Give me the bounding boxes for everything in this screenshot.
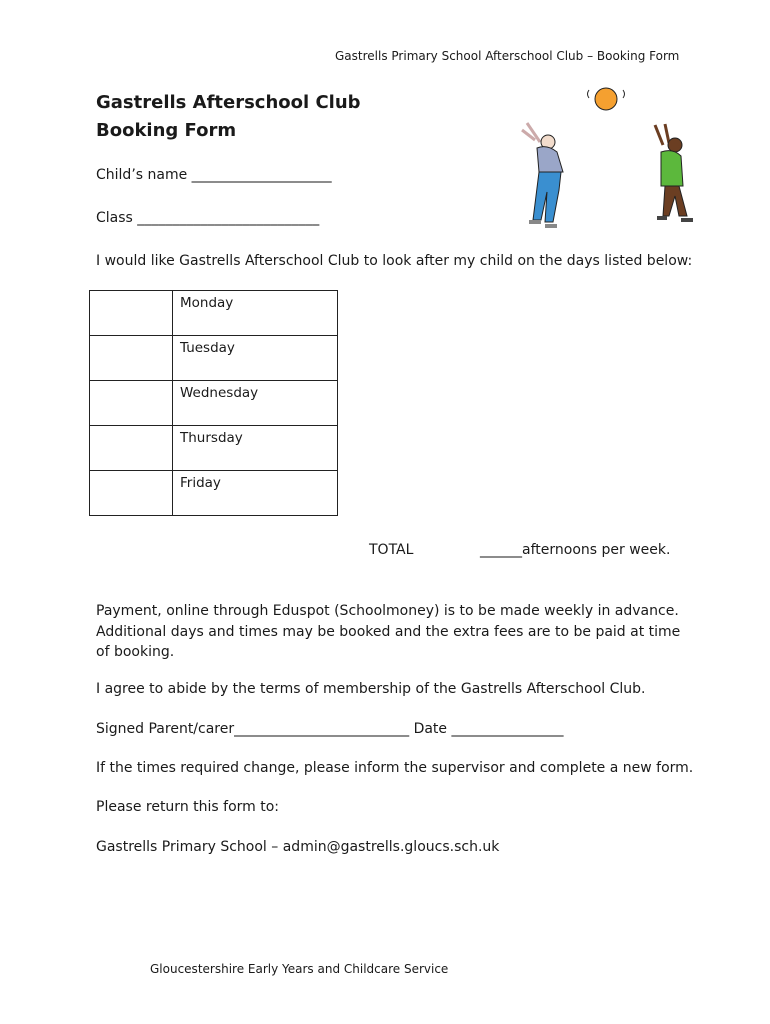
day-checkbox-cell[interactable]	[90, 336, 173, 381]
title-line-1: Gastrells Afterschool Club	[96, 92, 361, 113]
day-checkbox-cell[interactable]	[90, 381, 173, 426]
table-row	[90, 471, 338, 516]
times-change-text: If the times required change, please inform the supervisor and complete a new form.	[96, 760, 694, 776]
day-checkbox-cell[interactable]	[90, 291, 173, 336]
total-label: TOTAL	[369, 542, 414, 558]
table-row	[90, 291, 338, 336]
contact-text: Gastrells Primary School – admin@gastrells.gloucs.sch.uk	[96, 839, 500, 855]
right-child-figure	[655, 124, 693, 220]
left-child-figure	[522, 123, 563, 226]
agreement-text: I agree to abide by the terms of membership of the Gastrells Afterschool Club.	[96, 681, 646, 697]
day-checkbox-cell[interactable]	[90, 471, 173, 516]
page-title	[96, 89, 361, 145]
days-table	[89, 290, 338, 516]
page-footer: Gloucestershire Early Years and Childcare Service	[150, 962, 449, 976]
title-line-2: Booking Form	[96, 120, 237, 141]
day-label: Tuesday	[173, 336, 338, 381]
child-name-field[interactable]: Child’s name ____________________	[96, 167, 332, 183]
table-row	[90, 381, 338, 426]
day-label: Wednesday	[173, 381, 338, 426]
day-label: Monday	[173, 291, 338, 336]
return-label: Please return this form to:	[96, 799, 279, 815]
day-checkbox-cell[interactable]	[90, 426, 173, 471]
intro-text: I would like Gastrells Afterschool Club to look after my child on the days listed below:	[96, 253, 693, 269]
day-label: Thursday	[173, 426, 338, 471]
table-row	[90, 426, 338, 471]
ball-icon	[588, 88, 625, 110]
children-playing-ball-illustration	[505, 80, 705, 245]
afternoons-per-week-field[interactable]: ______afternoons per week.	[480, 542, 671, 558]
table-row	[90, 336, 338, 381]
running-header: Gastrells Primary School Afterschool Club – Booking Form	[335, 49, 680, 63]
class-field[interactable]: Class __________________________	[96, 210, 320, 226]
day-label: Friday	[173, 471, 338, 516]
payment-paragraph: Payment, online through Eduspot (Schoolmoney) is to be made weekly in advance. Additional days and times may be booked and the extra fees are to be paid at time of booking.	[96, 603, 681, 660]
signature-date-field[interactable]: Signed Parent/carer_________________________ Date ________________	[96, 721, 564, 737]
